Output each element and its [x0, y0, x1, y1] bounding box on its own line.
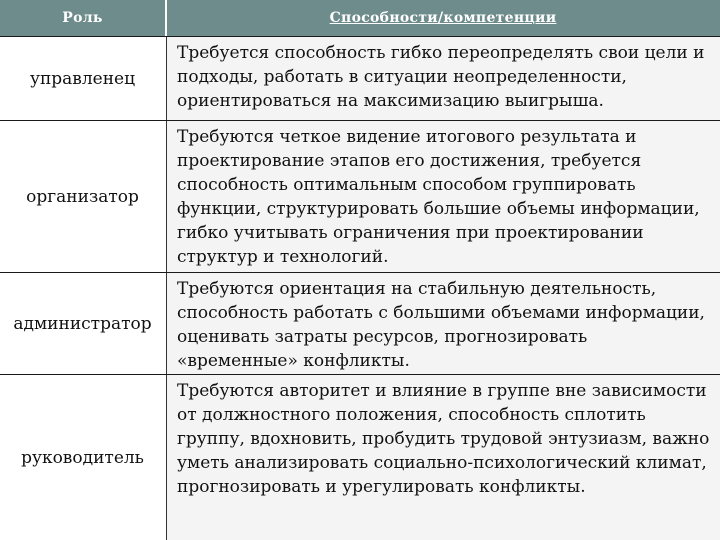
competency-cell: Требуются авторитет и влияние в группе вне зависимости от должностного положения, способность сплотить группу, вдохновить, пробудить трудовой энтузиазм, важно уметь анализировать социально-психологический климат, прогнозировать и урегулировать конфликты. — [166, 375, 720, 540]
role-column-header: Роль — [62, 10, 103, 26]
role-cell: управленец — [0, 37, 165, 120]
role-cell: руководитель — [0, 375, 165, 540]
table-row — [0, 120, 720, 272]
table-header — [0, 0, 720, 36]
table-row — [0, 36, 720, 120]
competency-cell: Требуются четкое видение итогового результата и проектирование этапов его достижения, требуется способность оптимальным способом группировать функции, структурировать большие объемы информации, гибко учитывать ограничения при проектировании структур и технологий. — [166, 121, 720, 272]
competency-cell: Требуются ориентация на стабильную деятельность, способность работать с большими объемами информации, оценивать затраты ресурсов, прогнозировать «временные» конфликты. — [166, 273, 720, 374]
table-row — [0, 272, 720, 374]
role-cell: организатор — [0, 121, 165, 272]
competency-cell: Требуется способность гибко переопределять свои цели и подходы, работать в ситуации неопределенности, ориентироваться на максимизацию выигрыша. — [166, 37, 720, 120]
table-row — [0, 374, 720, 540]
competencies-column-header: Способности/компетенции — [329, 10, 557, 26]
role-cell: администратор — [0, 273, 165, 374]
